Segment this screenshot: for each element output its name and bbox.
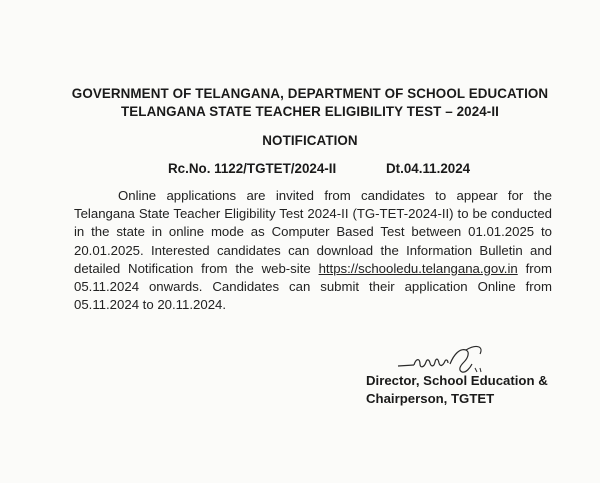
notification-title: NOTIFICATION bbox=[262, 133, 358, 148]
exam-title: TELANGANA STATE TEACHER ELIGIBILITY TEST – 2024-II bbox=[121, 104, 499, 119]
body-text-part2: from 05.11.2024 onwards. Candidates can submit their application Online from 05.11.2024 to 20.11.2024. bbox=[74, 260, 552, 313]
website-link[interactable]: https://schooledu.telangana.gov.in bbox=[318, 260, 518, 276]
signatory-role: Chairperson, TGTET bbox=[366, 391, 495, 406]
government-header: GOVERNMENT OF TELANGANA, DEPARTMENT OF SCHOOL EDUCATION bbox=[71, 86, 549, 101]
signatory-block bbox=[366, 372, 548, 408]
signatory-designation: Director, School Education & bbox=[366, 373, 548, 388]
notification-date: Dt.04.11.2024 bbox=[386, 161, 471, 176]
reference-number: Rc.No. 1122/TGTET/2024-II bbox=[168, 161, 337, 176]
notification-body bbox=[74, 187, 552, 314]
body-text-part1: Online applications are invited from candidates to appear for the Telangana State Teacher Eligibility Test 2024-II (TG-TET-2024-II) to be conducted in the state in online mode as Computer Based Test between 01.01.2025 to 20.01.2025. Interested candidates can download the Information Bulletin and detailed Notification from the web-site bbox=[74, 188, 552, 276]
